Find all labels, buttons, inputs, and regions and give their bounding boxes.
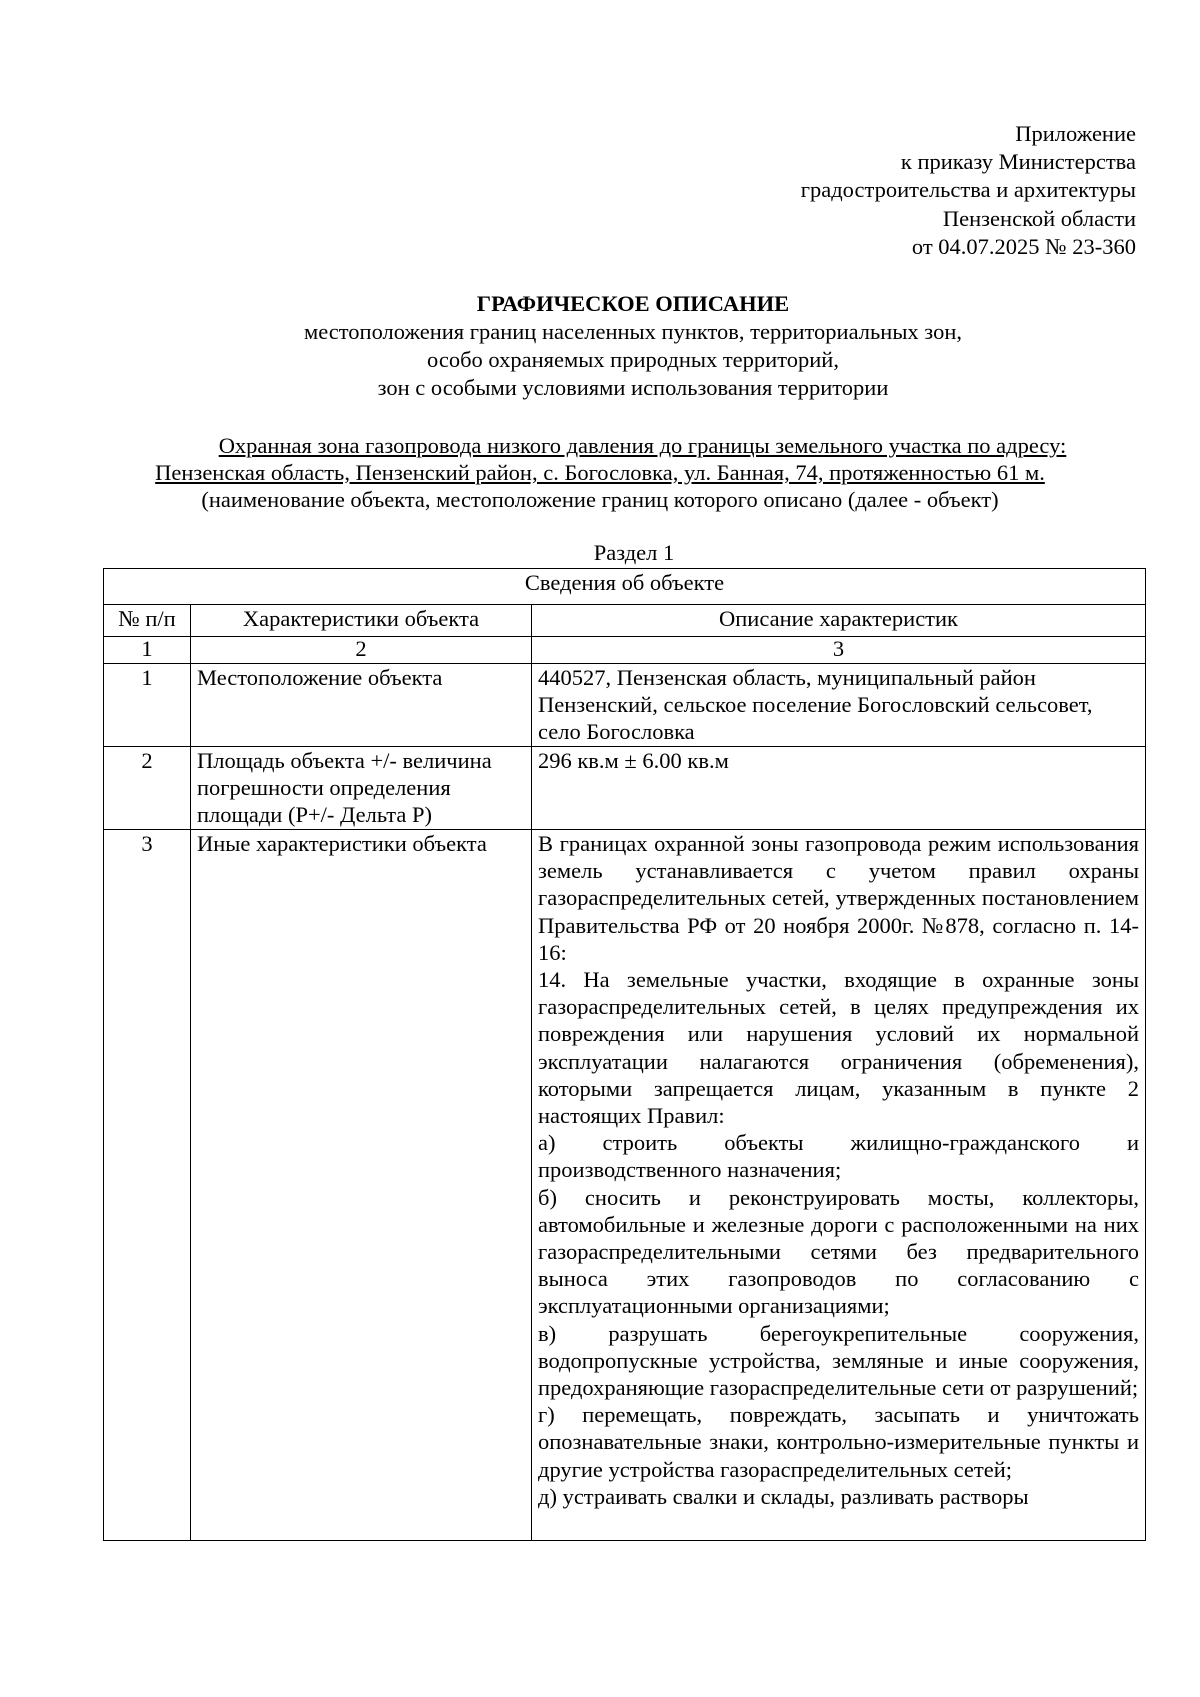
appendix-line: к приказу Министерства: [900, 149, 1136, 175]
appendix-line: градостроительства и архитектуры: [800, 177, 1136, 203]
object-name-line: Охранная зона газопровода низкого давления до границы земельного участка по адресу:: [218, 433, 1067, 458]
column-header: Описание характеристик: [532, 605, 1146, 637]
table-column-numbers-row: [104, 637, 1146, 664]
appendix-line: Приложение: [1015, 121, 1136, 146]
object-caption: (наименование объекта, местоположение границ которого описано (далее - объект): [201, 487, 999, 512]
appendix-date-number: от 04.07.2025 № 23-360: [911, 233, 1136, 259]
table-header-row: [104, 605, 1146, 637]
table-caption-row: [104, 569, 1146, 605]
title-subline: особо охраняемых природных территорий,: [427, 347, 839, 372]
appendix-line: Пензенской области: [942, 205, 1136, 231]
section-label: Раздел 1: [593, 540, 675, 565]
appendix-header: [801, 120, 1136, 261]
object-name-block: [0, 432, 1200, 513]
document-title: ГРАФИЧЕСКОЕ ОПИСАНИЕ: [476, 291, 790, 316]
row-description: 440527, Пензенская область, муниципальный район Пензенский, сельское поселение Богословский сельсовет, село Богословка: [532, 664, 1146, 747]
column-number: 2: [191, 637, 532, 664]
title-subline: зон с особыми условиями использования территории: [377, 375, 889, 400]
table-caption: Сведения об объекте: [104, 569, 1146, 605]
object-name-line: Пензенская область, Пензенский район, с. Богословка, ул. Банная, 74, протяженностью 61 м.: [155, 460, 1045, 485]
column-header: № п/п: [104, 605, 191, 637]
column-header: Характеристики объекта: [191, 605, 532, 637]
description-paragraph: 14. На земельные участки, входящие в охранные зоны газораспределительных сетей, в целях предупреждения их повреждения или нарушения условий их нормальной эксплуатации налагаются ограничения (обременения), которыми запрещается лицам, указанным в пункте 2 настоящих Правил:: [538, 967, 1139, 1129]
table-row: [104, 664, 1146, 747]
row-number: 3: [104, 830, 191, 1541]
description-paragraph: в) разрушать берегоукрепительные сооружения, водопропускные устройства, земляные и иные сооружения, предохраняющие газораспределительные сети от разрушений;: [538, 1320, 1139, 1401]
description-paragraph: В границах охранной зоны газопровода режим использования земель устанавливается с учетом правил охраны газораспределительных сетей, утвержденных постановлением Правительства РФ от 20 ноября 2000г. №878, согласно п. 14-16:: [538, 831, 1139, 965]
row-description: [532, 830, 1146, 1541]
row-characteristic: Местоположение объекта: [191, 664, 532, 747]
description-paragraph: б) сносить и реконструировать мосты, коллекторы, автомобильные и железные дороги с расположенными на них газораспределительными сетями без предварительного выноса этих газопроводов по согласованию с эксплуатационными организациями;: [538, 1184, 1139, 1319]
description-paragraph: д) устраивать свалки и склады, разливать растворы: [538, 1483, 1029, 1509]
column-number: 3: [532, 637, 1146, 664]
description-paragraph: г) перемещать, повреждать, засыпать и уничтожать опознавательные знаки, контрольно-измерительные пункты и другие устройства газораспределительных сетей;: [538, 1402, 1139, 1482]
column-number: 1: [104, 637, 191, 664]
table-row: [104, 830, 1146, 1541]
row-description: 296 кв.м ± 6.00 кв.м: [532, 747, 1146, 830]
table-row: [104, 747, 1146, 830]
description-paragraph: а) строить объекты жилищно-гражданского и производственного назначения;: [538, 1130, 1139, 1183]
row-number: 1: [104, 664, 191, 747]
object-info-table: [103, 568, 1146, 1541]
row-characteristic: Площадь объекта +/- величина погрешности определения площади (P+/- Дельта P): [191, 747, 532, 830]
row-number: 2: [104, 747, 191, 830]
document-title-block: [0, 290, 1200, 402]
title-subline: местоположения границ населенных пунктов, территориальных зон,: [304, 319, 962, 344]
row-characteristic: Иные характеристики объекта: [191, 830, 532, 1541]
